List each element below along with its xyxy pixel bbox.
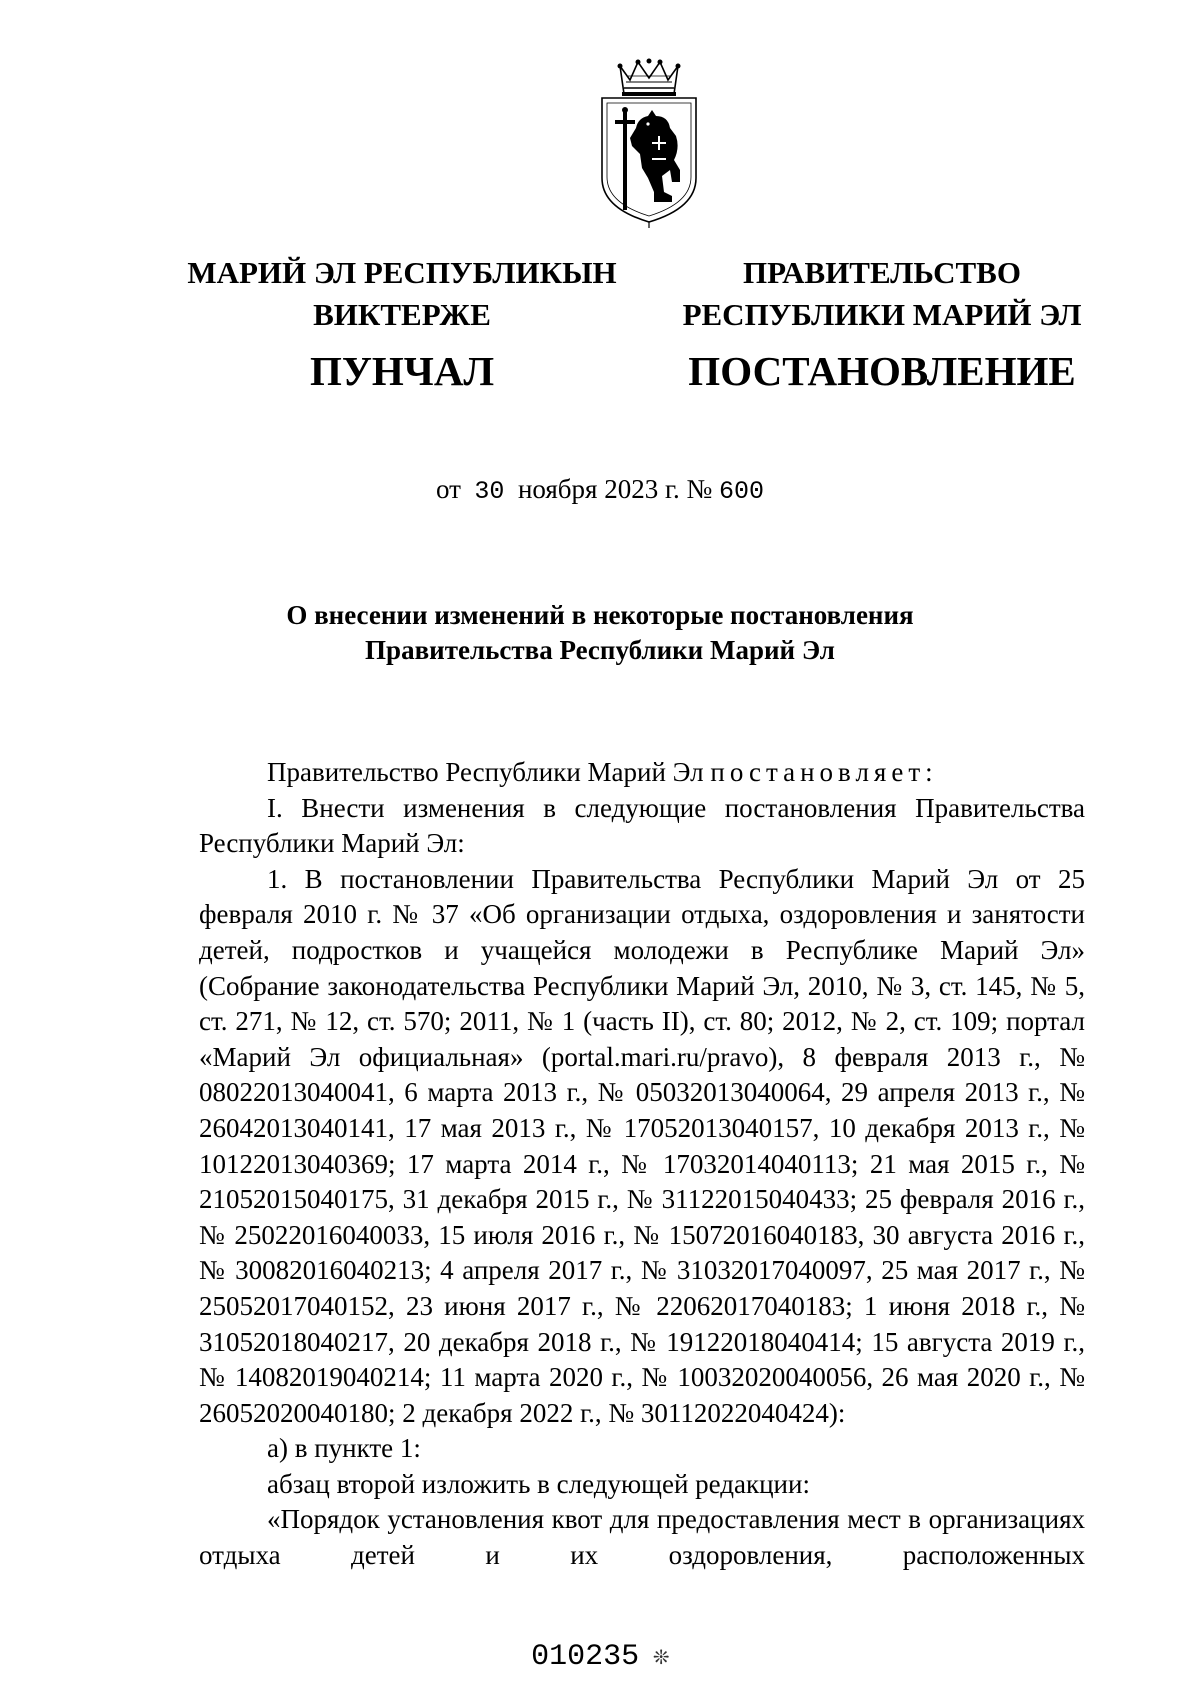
footer-stamp bbox=[0, 1640, 1200, 1674]
document-body bbox=[199, 755, 1085, 1574]
item-a: а) в пункте 1: bbox=[267, 1433, 421, 1464]
header-left-doc-type: ПУНЧАЛ bbox=[309, 348, 495, 394]
date-line bbox=[0, 474, 1200, 506]
subject-line2: Правительства Республики Марий Эл bbox=[365, 635, 835, 665]
header-left bbox=[178, 252, 626, 396]
header-left-line2: ВИКТЕРЖЕ bbox=[313, 297, 491, 332]
coat-of-arms-icon bbox=[596, 58, 702, 228]
preamble bbox=[199, 755, 1085, 791]
stamp-number: 010235 bbox=[531, 1640, 640, 1674]
document-subject bbox=[0, 598, 1200, 668]
header-left-line1: МАРИЙ ЭЛ РЕСПУБЛИКЫН bbox=[187, 255, 617, 290]
document-number: 600 bbox=[719, 477, 765, 506]
abzac-line: абзац второй изложить в следующей редакции: bbox=[267, 1468, 810, 1499]
header-right-line2: РЕСПУБЛИКИ МАРИЙ ЭЛ bbox=[682, 297, 1082, 332]
date-day: 30 bbox=[474, 477, 505, 506]
header-right-doc-type: ПОСТАНОВЛЕНИЕ bbox=[688, 348, 1076, 394]
date-month-year: ноября 2023 г. № bbox=[517, 474, 713, 504]
subject-line1: О внесении изменений в некоторые постановления bbox=[286, 600, 914, 630]
header-right-line1: ПРАВИТЕЛЬСТВО bbox=[743, 255, 1021, 290]
header-right bbox=[682, 252, 1082, 396]
preamble-text: Правительство Республики Марий Эл bbox=[267, 757, 704, 787]
item-I: I. Внести изменения в следующие постановления Правительства Республики Марий Эл: bbox=[199, 792, 1085, 859]
item-1: 1. В постановлении Правительства Республики Марий Эл от 25 февраля 2010 г. № 37 «Об организации отдыха, оздоровления и занятости детей, подростков и учащейся молодежи в Республике Марий Эл» (Собрание законодательства Республики Марий Эл, 2010, № 3, ст. 145, № 5, ст. 271, № 12, ст. 570; 2011, № 1 (часть II), ст. 80; 2012, № 2, ст. 109; портал «Марий Эл официальная» (portal.mari.ru/pravo), 8 февраля 2013 г., № 08022013040041, 6 марта 2013 г., № 05032013040064, 29 апреля 2013 г., № 26042013040141, 17 мая 2013 г., № 17052013040157, 10 декабря 2013 г., № 10122013040369; 17 марта 2014 г., № 17032014040113; 21 мая 2015 г., № 21052015040175, 31 декабря 2015 г., № 31122015040433; 25 февраля 2016 г., № 25022016040033, 15 июля 2016 г., № 15072016040183, 30 августа 2016 г., № 30082016040213; 4 апреля 2017 г., № 31032017040097, 25 мая 2017 г., № 25052017040152, 23 июня 2017 г., № 22062017040183; 1 июня 2018 г., № 31052018040217, 20 декабря 2018 г., № 19122018040414; 15 августа 2019 г., № 14082019040214; 11 марта 2020 г., № 10032020040056, 26 мая 2020 г., № 26052020040180; 2 декабря 2022 г., № 30112022040424): bbox=[199, 863, 1085, 1428]
quote-start: «Порядок установления квот для предоставления мест в организациях отдыха детей и их оздоровления, расположенных bbox=[199, 1504, 1085, 1571]
date-prefix: от bbox=[435, 474, 461, 504]
preamble-verb: постановляет: bbox=[710, 757, 938, 787]
asterisk-mark-icon: ❊ bbox=[653, 1642, 669, 1672]
